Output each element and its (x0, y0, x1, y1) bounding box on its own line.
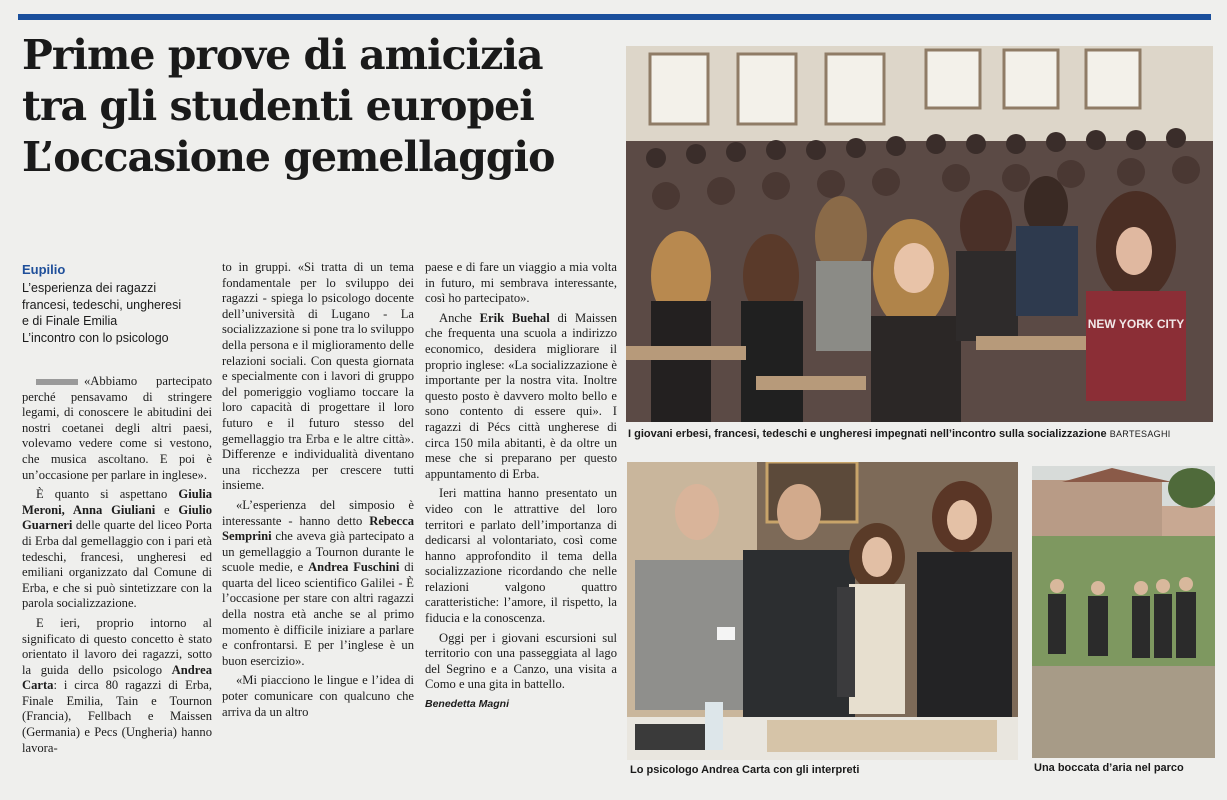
caption-photo1: I giovani erbesi, francesi, tedeschi e ungheresi impegnati nell’incontro sulla socializzazione BARTESAGHI (628, 428, 1171, 440)
headline-block (22, 30, 610, 183)
top-rule (18, 14, 1211, 20)
paragraph: paese e di fare un viaggio a mia volta in futuro, mi sembrava interessante, così ho partecipato». (425, 260, 617, 306)
caption-photo2: Lo psicologo Andrea Carta con gli interpreti (630, 764, 860, 776)
photo-credit: BARTESAGHI (1109, 429, 1171, 439)
subheadline-line: L’incontro con lo psicologo (22, 330, 169, 345)
headline (22, 30, 610, 183)
byline: Benedetta Magni (425, 698, 510, 711)
person-name: Rebecca Semprini (222, 513, 414, 544)
article-column-1 (22, 374, 212, 760)
article-column-3 (425, 260, 617, 717)
photo-classroom (626, 46, 1213, 422)
lead-bar (36, 379, 78, 385)
person-name: Erik Buehal (479, 310, 550, 325)
subheadline (22, 280, 212, 346)
paragraph: Ieri mattina hanno presentato un video con le attrattive del loro territori e parlato dell’importanza di dedicarsi al volontariato, così come hanno approfondito il tema della socializzazione ricordando che nelle relazioni valgono quattro caratteristiche: l’amore, il rispetto, la fiducia e la conoscenza. (425, 486, 617, 626)
person-name: Andrea Fuschini (308, 560, 400, 575)
kicker-location: Eupilio (22, 262, 66, 277)
paragraph: Anche Erik Buehal di Maissen che frequenta una scuola a indirizzo economico, desidera migliorare il proprio inglese: «La socializzazione è importante per la nostra vita. Inoltre questo posto è davvero molto bello e sono contento di essere qui». I ragazzi di Pécs città ungherese di circa 150 mila abitanti, è da oltre un mese che si preparano per questo appuntamento di Erba. (425, 310, 617, 481)
sweatshirt-print: NEW YORK CITY (1087, 317, 1185, 331)
paragraph: «Abbiamo partecipato perché pensavamo di stringere legami, di conoscere le abitudini dei nostri coetanei degli altri paesi, volevamo vedere come si vestono, che musica ascoltano. E poi è un’occasione per parlare in inglese». (22, 374, 212, 482)
person-name: Andrea Carta (22, 662, 212, 693)
paragraph: «Mi piacciono le lingue e l’idea di poter comunicare con qualcuno che arriva da un altro (222, 673, 414, 719)
headline-line: Prime prove di amicizia (22, 31, 543, 79)
headline-line: L’occasione gemellaggio (22, 133, 555, 181)
group-photo-illustration (627, 462, 1018, 760)
subheadline-line: L’esperienza dei ragazzi (22, 281, 157, 295)
article-column-2 (222, 260, 414, 724)
classroom-photo-illustration (626, 46, 1213, 422)
headline-line: tra gli studenti europei (22, 82, 534, 130)
paragraph: to in gruppi. «Si tratta di un tema fondamentale per lo sviluppo dei ragazzi - spiega lo psicologo docente dell’università di Lugano - La socializzazione si pone tra lo sviluppo della persona e il miglioramento delle relazioni sociali. Con questa giornata e specialmente con i lavori di gruppo del pomeriggio vogliamo toccare la loro capacità di progettare il loro futuro e il futuro stesso del gemellaggio tra Erba e le altre città». Differenze e individualità diventano una ricchezza per crescere tutti insieme. (222, 260, 414, 493)
subheadline-line: francesi, tedeschi, ungheresi (22, 297, 182, 312)
photo-park (1032, 466, 1215, 758)
paragraph: È quanto si aspettano Giulia Meroni, Anna Giuliani e Giulio Guarneri delle quarte del liceo Porta di Erba dal gemellaggio con i pari età tedeschi, francesi, ungheresi ed emiliani organizzato dal Comune di Erba, e che si può sintetizzare con la parola socializzazione. (22, 487, 212, 611)
person-names: Giulia Meroni, Anna Giuliani (22, 487, 212, 517)
caption-photo3: Una boccata d’aria nel parco (1034, 762, 1184, 774)
park-photo-illustration (1032, 466, 1215, 758)
paragraph: E ieri, proprio intorno al significato di questo concetto è stato orientato il lavoro dei ragazzi, sotto la guida dello psicologo Andrea Carta: i circa 80 ragazzi di Erba, Finale Emilia, Tain e Tournon (Francia), Fellbach e Maissen (Germania) e Pecs (Ungheria) hanno lavora- (22, 615, 212, 755)
photo-psychologist-group (627, 462, 1018, 760)
paragraph: «L’esperienza del simposio è interessante - hanno detto Rebecca Semprini che aveva già partecipato a un gemellaggio a Tournon durante le scuole medie, e Andrea Fuschini di quarta del liceo scientifico Galilei - È l’occasione per stare con altri ragazzi della nostra età anche se al primo momento è difficile iniziare a parlare e confrontarsi. E per l’inglese è un buon esercizio». (222, 497, 414, 668)
subheadline-line: e di Finale Emilia (22, 314, 118, 328)
paragraph: Oggi per i giovani escursioni sul territorio con una passeggiata al lago del Segrino e a Canzo, una visita a Como e una gita in battello. (425, 630, 617, 692)
person-name: Giulio Guarneri (22, 502, 212, 533)
